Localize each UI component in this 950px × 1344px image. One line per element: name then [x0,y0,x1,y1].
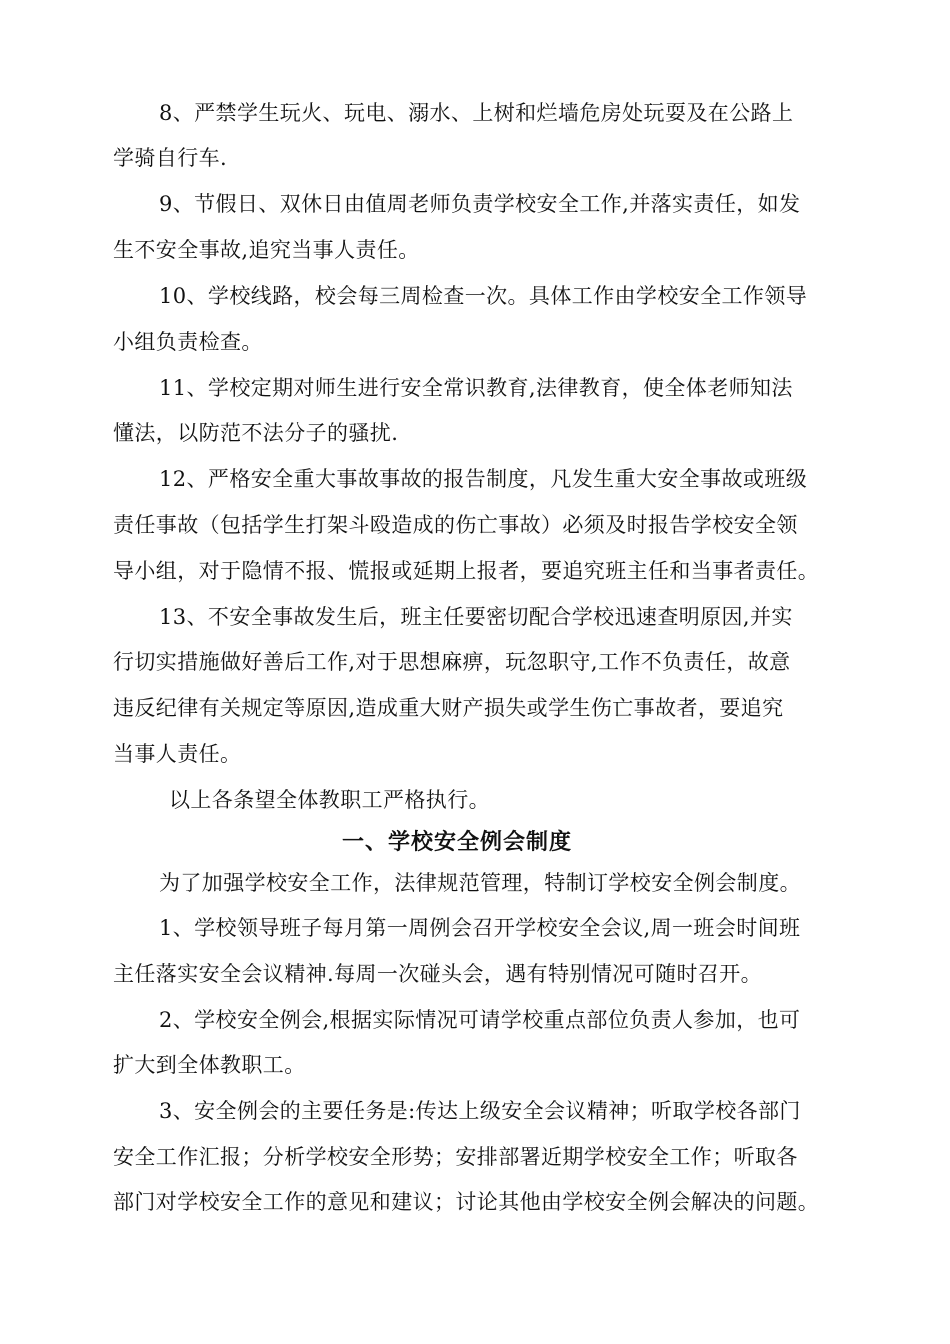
paragraph-line: 13、不安全事故发生后，班主任要密切配合学校迅速查明原因,并实 [159,605,793,629]
paragraph-line: 8、严禁学生玩火、玩电、溺水、上树和烂墙危房处玩耍及在公路上 [159,101,794,125]
paragraph-line: 导小组，对于隐情不报、慌报或延期上报者，要追究班主任和当事者责任。 [113,559,820,583]
section-line: 2、学校安全例会,根据实际情况可请学校重点部位负责人参加，也可 [159,1008,801,1032]
paragraph-line: 11、学校定期对师生进行安全常识教育,法律教育，使全体老师知法 [159,376,793,400]
paragraph-line: 学骑自行车. [113,146,228,170]
section-line: 主任落实安全会议精神.每周一次碰头会，遇有特别情况可随时召开。 [113,962,763,986]
section-line: 扩大到全体教职工。 [113,1053,306,1077]
section-title: 一、学校安全例会制度 [342,829,573,855]
paragraph-line: 9、节假日、双休日由值周老师负责学校安全工作,并落实责任，如发 [159,192,801,216]
paragraph-line: 12、严格安全重大事故事故的报告制度，凡发生重大安全事故或班级 [159,467,808,491]
paragraph-line: 违反纪律有关规定等原因,造成重大财产损失或学生伤亡事故者，要追究 [113,696,784,720]
section-line: 为了加强学校安全工作，法律规范管理，特制订学校安全例会制度。 [159,871,801,895]
paragraph-line: 10、学校线路，校会每三周检查一次。具体工作由学校安全工作领导 [159,284,808,308]
section-line: 3、安全例会的主要任务是:传达上级安全会议精神；听取学校各部门 [159,1099,801,1123]
paragraph-line: 当事人责任。 [113,742,242,766]
section-line: 部门对学校安全工作的意见和建议；讨论其他由学校安全例会解决的问题。 [113,1190,820,1214]
paragraph-line: 懂法，以防范不法分子的骚扰. [113,421,399,445]
paragraph-line: 生不安全事故,追究当事人责任。 [113,238,420,262]
paragraph-line: 行切实措施做好善后工作,对于思想麻痹，玩忽职守,工作不负责任，故意 [113,650,791,674]
closing-line: 以上各条望全体教职工严格执行。 [169,788,490,812]
paragraph-line: 小组负责检查。 [113,330,263,354]
section-line: 1、学校领导班子每月第一周例会召开学校安全会议,周一班会时间班 [159,916,801,940]
section-line: 安全工作汇报；分析学校安全形势；安排部署近期学校安全工作；听取各 [113,1145,798,1169]
paragraph-line: 责任事故（包括学生打架斗殴造成的伤亡事故）必须及时报告学校安全领 [113,513,798,537]
